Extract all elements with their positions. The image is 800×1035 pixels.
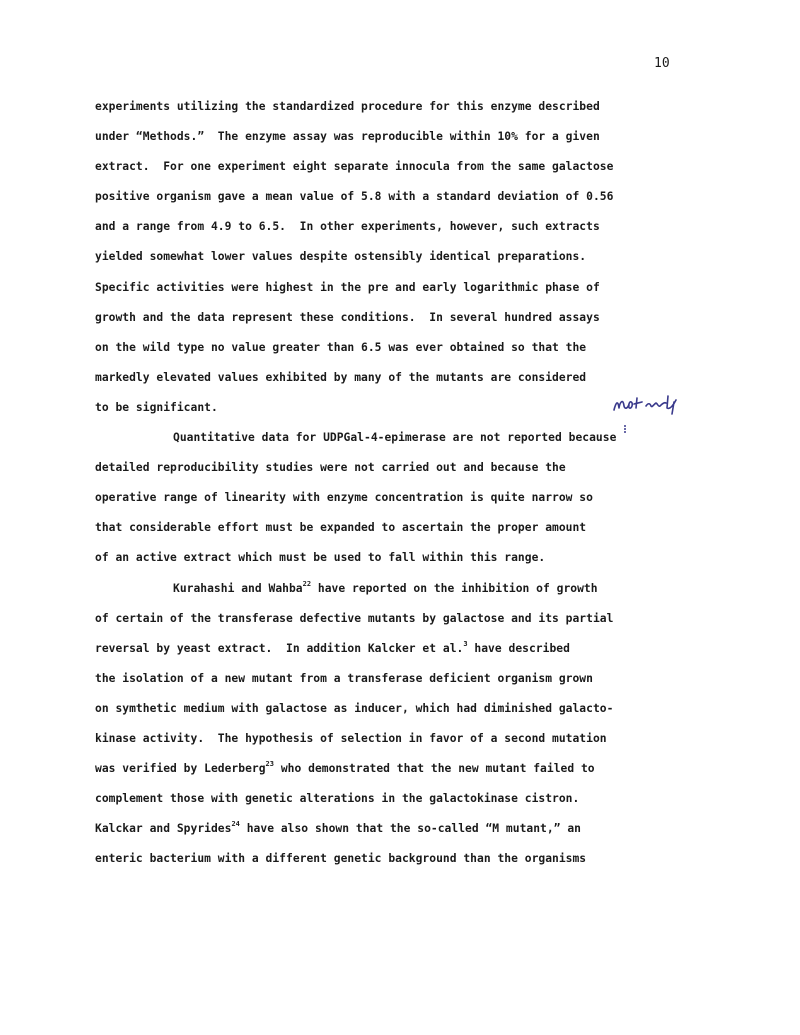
body-text: [95, 92, 715, 874]
text-line: [95, 814, 715, 844]
text-segment: on the wild type no value greater than 6.5 was ever obtained so that the: [95, 340, 587, 354]
text-segment: and a range from 4.9 to 6.5. In other experiments, however, such extracts: [95, 220, 600, 234]
text-line: [95, 242, 715, 272]
text-line: [95, 754, 715, 784]
text-line: [95, 724, 715, 754]
text-segment: positive organism gave a mean value of 5.8 with a standard deviation of 0.56: [95, 190, 614, 204]
text-segment: kinase activity. The hypothesis of selection in favor of a second mutation: [95, 731, 607, 745]
text-line: [95, 604, 715, 634]
text-line: [95, 152, 715, 182]
text-segment: operative range of linearity with enzyme concentration is quite narrow so: [95, 491, 593, 505]
text-line: [95, 453, 715, 483]
text-line: [95, 483, 715, 513]
text-segment: reversal by yeast extract. In addition Kalcker et al.: [95, 641, 464, 655]
text-segment: have described: [467, 641, 570, 655]
citation-superscript: 24: [231, 820, 240, 829]
text-line: [95, 543, 715, 573]
text-segment: was verified by Lederberg: [95, 762, 266, 776]
text-line: [95, 574, 715, 604]
text-line: [95, 92, 715, 122]
text-segment: Specific activities were highest in the pre and early logarithmic phase of: [95, 280, 600, 294]
text-segment: experiments utilizing the standardized procedure for this enzyme described: [95, 100, 600, 113]
text-line: [95, 634, 715, 664]
text-segment: that considerable effort must be expanded to ascertain the proper amount: [95, 521, 587, 535]
text-segment: Kalckar and Spyrides: [95, 822, 232, 836]
text-segment: to be significant.: [95, 400, 218, 414]
text-segment: extract. For one experiment eight separate innocula from the same galactose: [95, 160, 614, 174]
text-line: [95, 303, 715, 333]
citation-superscript: 22: [302, 579, 312, 588]
text-segment: the isolation of a new mutant from a transferase deficient organism grown: [95, 671, 593, 685]
insertion-mark-icon: [622, 424, 628, 434]
text-line: [95, 122, 715, 152]
text-line: [95, 513, 715, 543]
text-segment: complement those with genetic alterations in the galactokinase cistron.: [95, 792, 580, 806]
text-line: [95, 784, 715, 814]
text-segment: have also shown that the so-called “M mutant,” an: [239, 822, 581, 836]
text-line: [95, 273, 715, 303]
citation-superscript: 3: [463, 639, 468, 648]
text-segment: markedly elevated values exhibited by many of the mutants are considered: [95, 370, 587, 384]
handwritten-annotation: [612, 392, 682, 416]
text-segment: under “Methods.” The enzyme assay was reproducible within 10% for a given: [95, 130, 600, 144]
text-segment: have reported on the inhibition of growth: [311, 581, 598, 595]
text-segment: Quantitative data for UDPGal-4-epimerase are not reported because: [173, 431, 617, 445]
text-line: [95, 694, 715, 724]
text-line: [95, 844, 715, 874]
text-segment: growth and the data represent these conditions. In several hundred assays: [95, 310, 600, 324]
text-segment: enteric bacterium with a different genetic background than the organisms: [95, 852, 587, 866]
text-line: [95, 212, 715, 242]
text-segment: of certain of the transferase defective mutants by galactose and its partial: [95, 611, 614, 625]
citation-superscript: 23: [265, 760, 275, 769]
text-segment: who demonstrated that the new mutant failed to: [274, 762, 595, 776]
text-segment: Kurahashi and Wahba: [173, 581, 303, 595]
text-segment: detailed reproducibility studies were not carried out and because the: [95, 461, 566, 475]
text-segment: of an active extract which must be used to fall within this range.: [95, 551, 546, 565]
text-segment: yielded somewhat lower values despite ostensibly identical preparations.: [95, 250, 587, 264]
text-line: [95, 664, 715, 694]
text-line: [95, 333, 715, 363]
page-number: 10: [654, 56, 670, 71]
text-segment: on symthetic medium with galactose as inducer, which had diminished galacto-: [95, 701, 614, 715]
text-line: [95, 363, 715, 393]
text-line: [95, 182, 715, 212]
